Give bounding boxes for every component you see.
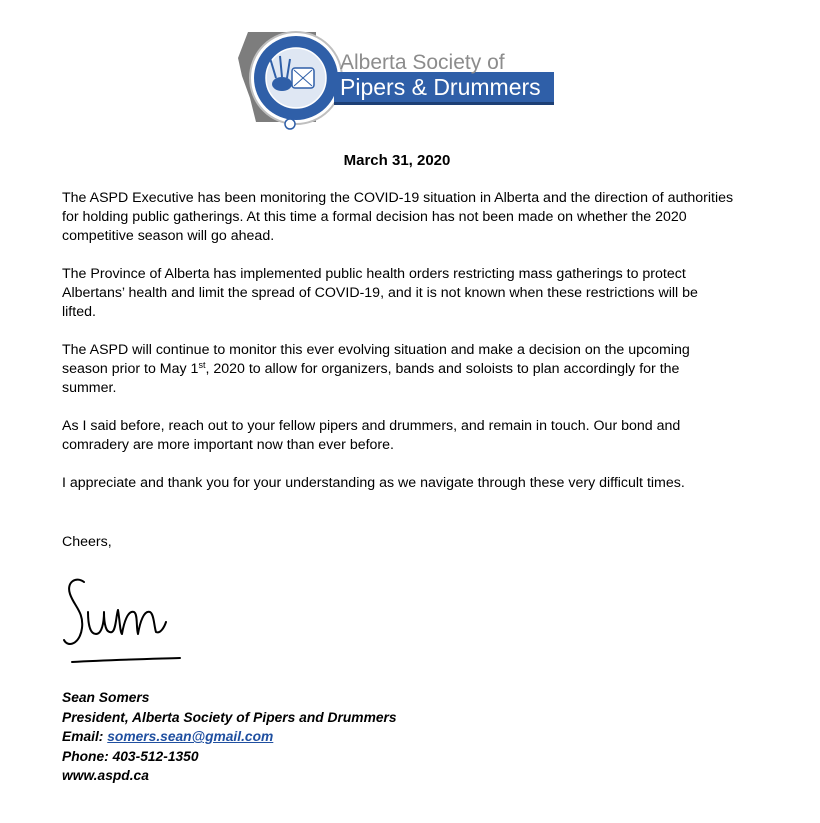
handwritten-signature bbox=[58, 572, 188, 668]
letter-date: March 31, 2020 bbox=[343, 152, 451, 169]
paragraph-3 bbox=[62, 341, 734, 398]
letter-body bbox=[62, 189, 734, 512]
logo-line2: Pipers & Drummers bbox=[340, 74, 541, 100]
email-line bbox=[62, 727, 397, 747]
signature-block bbox=[62, 688, 397, 786]
closing-salutation: Cheers, bbox=[62, 534, 112, 550]
email-label: Email: bbox=[62, 729, 108, 744]
paragraph-2: The Province of Alberta has implemented public health orders restricting mass gatherings to protect Albertans’ health and limit the spread of COVID-19, and it is not known when these restrictions will be lifted. bbox=[62, 266, 698, 320]
logo-line1: Alberta Society of bbox=[340, 51, 505, 74]
logo-graphic bbox=[236, 28, 558, 134]
paragraph-5: I appreciate and thank you for your understanding as we navigate through these very difficult times. bbox=[62, 475, 685, 491]
ordinal-suffix: st bbox=[198, 360, 206, 370]
website-line: www.aspd.ca bbox=[62, 768, 149, 783]
signer-name: Sean Somers bbox=[62, 690, 150, 705]
paragraph-3-part1: The ASPD will continue to monitor this ever evolving situation and make a decision on the upcoming season prior to May 1 bbox=[62, 342, 690, 377]
phone-line: Phone: 403-512-1350 bbox=[62, 748, 199, 764]
signer-title: President, Alberta Society of Pipers and Drummers bbox=[62, 709, 397, 725]
paragraph-4: As I said before, reach out to your fellow pipers and drummers, and remain in touch. Our bond and comradery are more important now than ever before. bbox=[62, 418, 681, 453]
aspd-logo bbox=[236, 28, 558, 134]
email-link[interactable]: somers.sean@gmail.com bbox=[107, 729, 274, 744]
paragraph-1: The ASPD Executive has been monitoring the COVID-19 situation in Alberta and the direction of authorities for holding public gatherings. At this time a formal decision has not been made on whether the 2020 competitive season will go ahead. bbox=[62, 190, 734, 244]
paragraph-3-part2: , 2020 to allow for organizers, bands and soloists to plan accordingly for the summer. bbox=[62, 361, 680, 396]
